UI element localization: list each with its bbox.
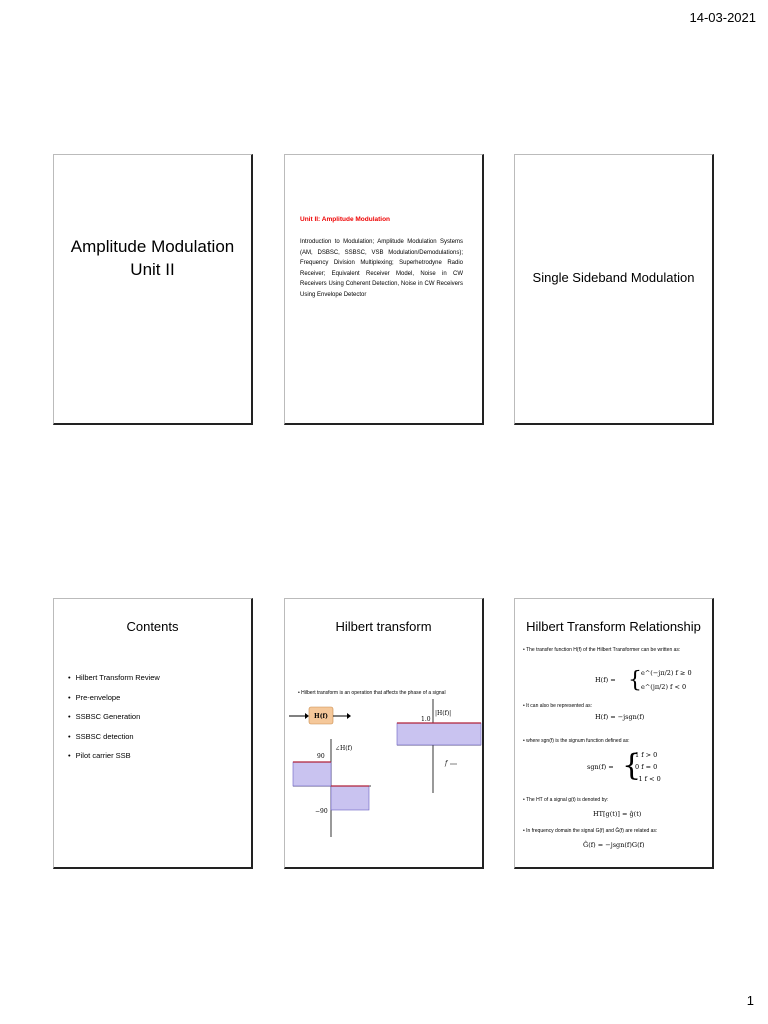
title-line-2: Unit II [130,260,175,279]
phase-negative-fill [331,786,369,810]
slide-ssb-modulation [514,154,714,425]
contents-list [68,673,160,771]
list-item: • SSBSC Generation [68,712,160,721]
header-date: 14-03-2021 [689,10,756,25]
bullet-label: where sgn(f) is the signum function defined as: [526,738,630,744]
equation: HT[g(t)] = ĝ(t) [593,810,642,818]
bullet-text: • The transfer function H(f) of the Hilbert Transformer can be written as: [523,647,681,653]
eq-case: 1 f > 0 [635,751,658,759]
brace: { [628,668,642,693]
bullet-label: It can also be represented as: [526,703,593,709]
phase-positive-fill [293,762,331,786]
bullet-text: • Hilbert transform is an operation that affects the phase of a signal [298,690,446,696]
mag-fill [397,723,481,745]
list-item: • SSBSC detection [68,732,160,741]
unit-heading: Unit II: Amplitude Modulation [300,216,391,223]
bullet-text: • In frequency domain the signal G(f) and Ĝ(f) are related as: [523,828,658,834]
slide-title: Single Sideband Modulation [532,270,695,285]
phase-neg-value: −90 [315,808,328,815]
phase-pos-value: 90 [317,753,325,760]
list-item: • Pre-envelope [68,693,160,702]
bullet-label: Hilbert transform is an operation that affects the phase of a signal [301,690,446,696]
eq-lhs: sgn(f) = [587,763,614,771]
eq-case: −1 f < 0 [633,775,661,783]
output-arrow-head [347,713,351,719]
eq-case: e^(jπ/2) f < 0 [641,683,687,691]
list-item: • Pilot carrier SSB [68,751,160,760]
slide-contents [53,598,253,869]
slide-title: Hilbert transform [335,619,432,634]
brace: { [622,748,642,783]
bullet-label: In frequency domain the signal G(f) and Ĝ(f) are related as: [526,828,658,834]
eq-case: 0 f = 0 [635,763,658,771]
equation: H(f) = −jsgn(f) [595,713,645,721]
bullet-label: The transfer function H(f) of the Hilbert Transformer can be written as: [526,647,681,653]
slide-hilbert-relationship [514,598,714,869]
eq-case: e^(−jπ/2) f ≥ 0 [641,669,692,677]
slide-hilbert-transform [284,598,484,869]
slide-title [54,235,251,281]
slide-title: Contents [126,619,179,634]
phase-label: ∠H(f) [335,745,353,752]
hf-block-label: H(f) [314,713,328,720]
bullet-text: • It can also be represented as: [523,703,593,709]
bullet-text: • The HT of a signal g(t) is denoted by: [523,797,609,803]
eq-lhs: H(f) = [595,676,616,684]
bullet-text: • where sgn(f) is the signum function defined as: [523,738,630,744]
bullet-label: The HT of a signal g(t) is denoted by: [526,797,609,803]
slide-title: Hilbert Transform Relationship [526,619,701,634]
mag-value: 1.0 [421,716,431,723]
mag-freq-label: f [445,760,448,767]
input-arrow-head [305,713,309,719]
list-item: • Hilbert Transform Review [68,673,160,682]
slide-unit-syllabus [284,154,484,425]
hilbert-figure [285,599,485,870]
mag-label: |H(f)| [435,710,452,717]
equation: Ĝ(f) = −jsgn(f)G(f) [583,841,645,849]
unit-body-text: Introduction to Modulation; Amplitude Modulation Systems (AM, DSBSC, SSBSC, VSB Modulation/Demodulations); Frequency Division Multiplexing; Superhetrodyne Radio Receiver; Equivalent Receiver Model, Noise in CW Receivers Using Coherent Detection, Noise in CW Receivers Using Envelope Detector [300,239,463,298]
page-number: 1 [746,993,754,1008]
slide-amplitude-modulation [53,154,253,425]
title-line-1: Amplitude Modulation [70,237,235,256]
